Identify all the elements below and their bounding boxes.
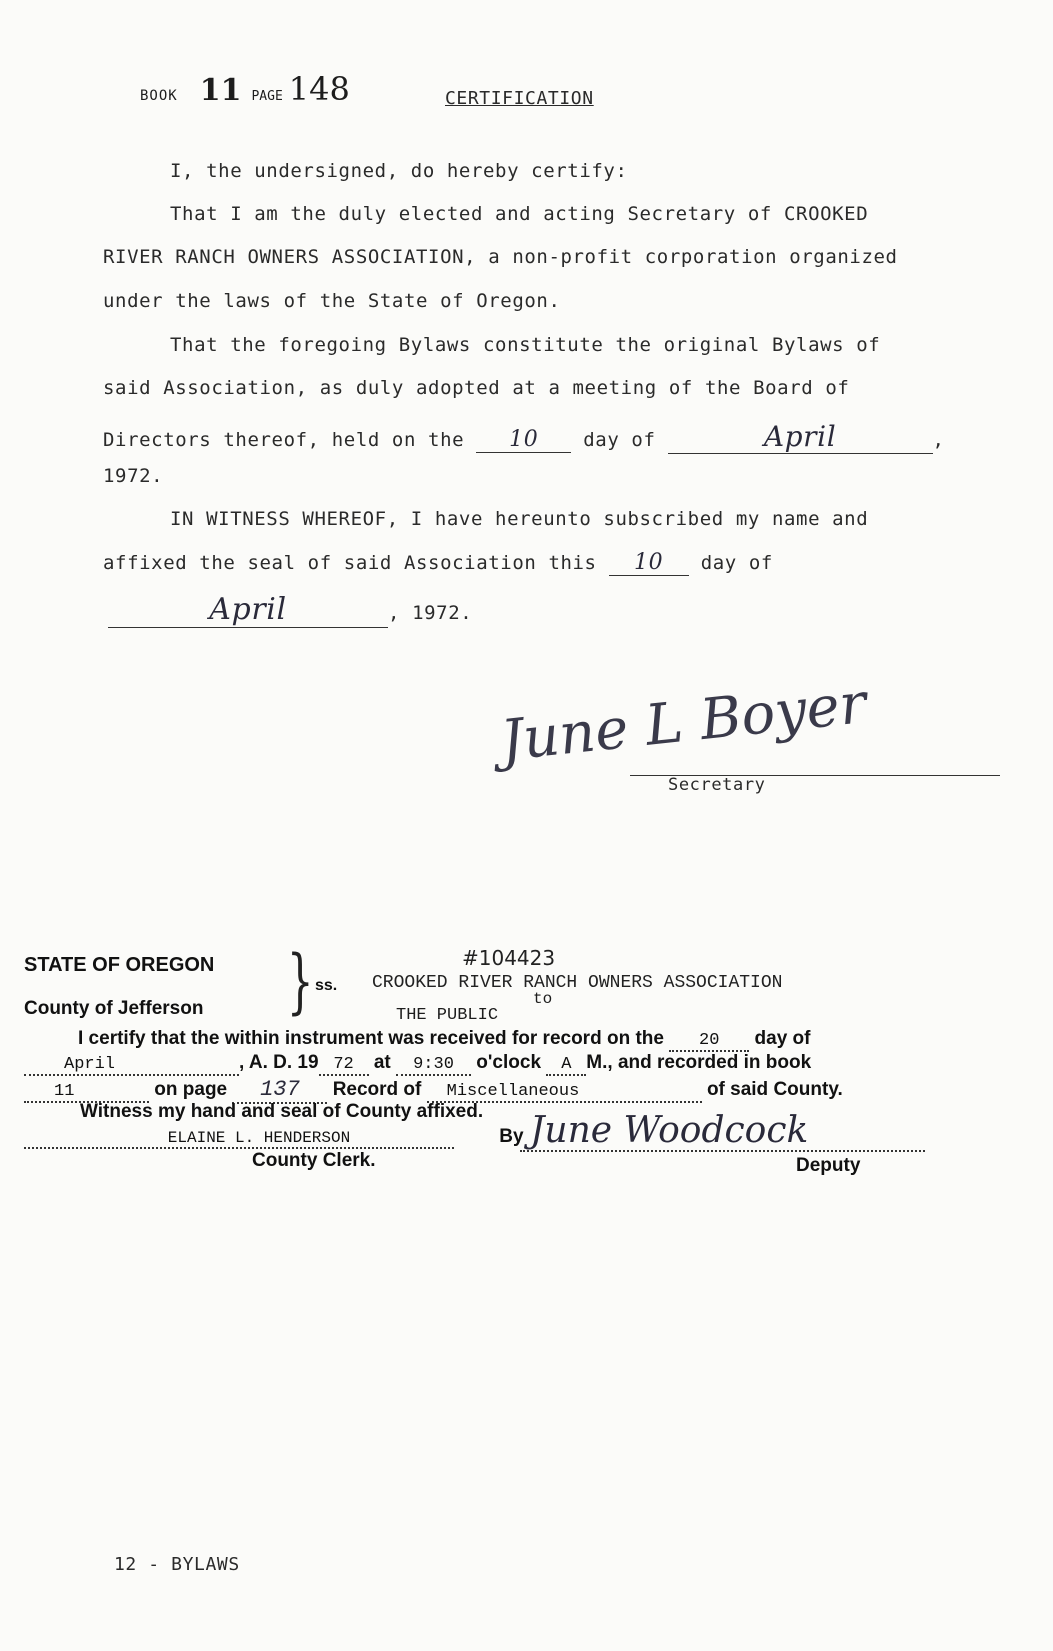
deputy-title: Deputy xyxy=(796,1155,861,1176)
grantor: CROOKED RIVER RANCH OWNERS ASSOCIATION xyxy=(372,973,783,993)
clerk-name: ELAINE L. HENDERSON xyxy=(24,1129,454,1149)
by-label: By xyxy=(499,1126,524,1147)
secretary-title: Secretary xyxy=(668,775,766,795)
recording-stamp xyxy=(0,940,1053,1200)
instrument-number: #104423 xyxy=(462,946,556,970)
held-day: 10 xyxy=(476,427,571,453)
record-type: Miscellaneous xyxy=(427,1082,702,1103)
body-line-1: I, the undersigned, do hereby certify: xyxy=(170,160,628,182)
record-ampm: A xyxy=(546,1055,586,1076)
on-page-label: on page xyxy=(154,1079,228,1100)
record-of-label: Record of xyxy=(332,1079,422,1100)
body-line-11 xyxy=(108,592,472,628)
witness-day: 10 xyxy=(609,550,689,576)
body-line-3: RIVER RANCH OWNERS ASSOCIATION, a non-profit corporation organized xyxy=(103,246,898,268)
of-county-label: of said County. xyxy=(706,1079,843,1100)
witness-month: April xyxy=(108,592,388,628)
clerk-title: County Clerk. xyxy=(252,1150,376,1171)
record-page: 137 xyxy=(232,1077,327,1104)
affixed-text: affixed the seal of said Association this xyxy=(103,552,597,574)
cert-line-1 xyxy=(78,1028,810,1052)
book-page-header xyxy=(140,70,350,108)
day-of-text: day of xyxy=(583,429,656,451)
oclock-label: o'clock xyxy=(476,1052,542,1073)
record-day: 20 xyxy=(669,1031,749,1052)
page-number: 148 xyxy=(288,70,350,108)
clerk-line xyxy=(24,1126,524,1149)
record-time: 9:30 xyxy=(396,1055,471,1076)
grantee: THE PUBLIC xyxy=(396,1006,499,1025)
day-of-label: day of xyxy=(754,1028,811,1049)
deputy-signature: June Woodcock xyxy=(530,1110,809,1151)
county-label: County of Jefferson xyxy=(24,998,204,1019)
body-line-7 xyxy=(103,420,945,454)
body-line-10 xyxy=(103,550,773,576)
body-line-6: said Association, as duly adopted at a meeting of the Board of xyxy=(103,377,850,399)
to-label: to xyxy=(533,990,553,1008)
body-line-5: That the foregoing Bylaws constitute the original Bylaws of xyxy=(170,334,881,356)
document-title: CERTIFICATION xyxy=(445,88,594,109)
day-of-text-2: day of xyxy=(700,552,773,574)
body-line-9: IN WITNESS WHEREOF, I have hereunto subscribed my name and xyxy=(170,508,869,530)
book-number: 11 xyxy=(199,73,242,108)
year-text: , 1972. xyxy=(388,602,473,624)
deputy-line xyxy=(520,1150,925,1152)
ss-label: ss. xyxy=(315,977,338,994)
book-label: BOOK xyxy=(140,88,178,104)
brace-icon: } xyxy=(286,940,314,1022)
cert-line-2 xyxy=(24,1052,811,1076)
held-on-text: Directors thereof, held on the xyxy=(103,429,465,451)
held-month: April xyxy=(668,420,933,454)
ad-label: , A. D. 19 xyxy=(239,1052,319,1073)
at-label: at xyxy=(373,1052,391,1073)
witness-line: Witness my hand and seal of County affixed. xyxy=(80,1101,484,1122)
secretary-signature-block xyxy=(480,671,1020,800)
comma: , xyxy=(932,429,945,451)
record-month: April xyxy=(24,1055,239,1076)
cert-line-3 xyxy=(24,1077,843,1104)
cert-text: I certify that the within instrument was received for record on the xyxy=(78,1028,664,1049)
record-book: 11 xyxy=(24,1082,149,1103)
body-line-4: under the laws of the State of Oregon. xyxy=(103,290,561,312)
body-line-2: That I am the duly elected and acting Secretary of CROOKED xyxy=(170,203,869,225)
recorded-book-label: M., and recorded in book xyxy=(586,1052,812,1073)
record-year: 72 xyxy=(319,1055,369,1076)
body-line-8: 1972. xyxy=(103,465,164,487)
secretary-signature: June L Boyer xyxy=(497,671,870,774)
page-footer: 12 - BYLAWS xyxy=(114,1554,240,1575)
page-label: PAGE xyxy=(251,89,283,104)
state-label: STATE OF OREGON xyxy=(24,954,215,976)
